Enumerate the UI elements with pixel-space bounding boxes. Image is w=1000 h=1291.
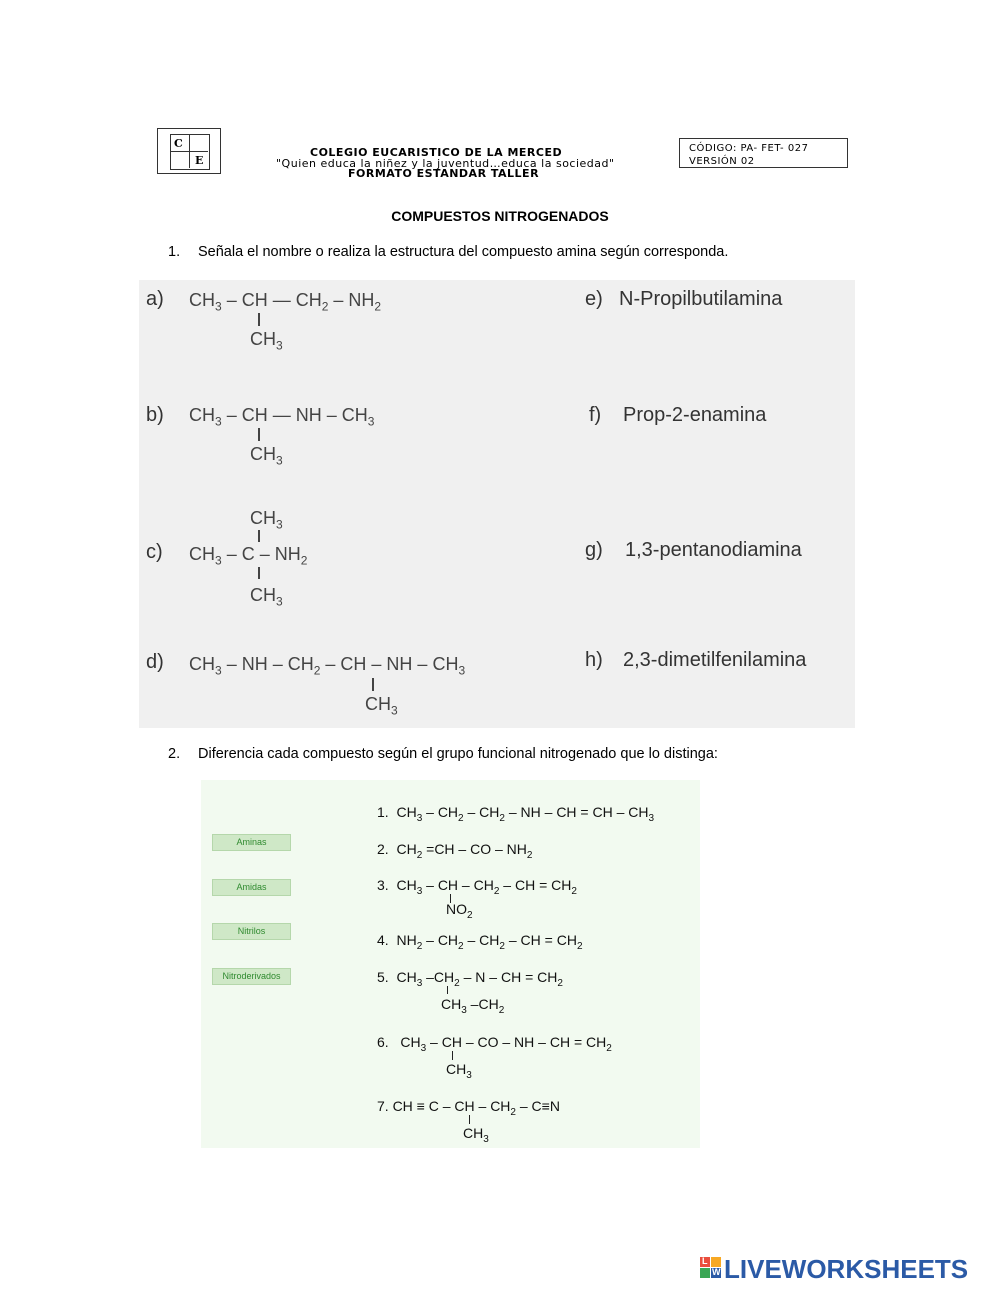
formula-c-top: $CH_3$	[250, 508, 283, 532]
document-version: VERSIÓN 02	[689, 156, 755, 167]
school-motto: "Quien educa la niñez y la juventud…educa la sociedad"	[276, 157, 615, 170]
compound-7-branch: $CH_3$	[463, 1125, 489, 1145]
logo-letter: E	[195, 154, 204, 167]
compound-5[interactable]: 5. $CH_3$ $-CH_2$ – N – CH = $CH_2$	[377, 969, 563, 989]
compound-2[interactable]: 2. $CH_2 =CH$ – CO – $NH_2$	[377, 841, 533, 861]
question-number: 1.	[168, 244, 181, 260]
school-logo	[157, 128, 221, 174]
brand-name: LIVEWORKSHEETS	[724, 1254, 969, 1284]
functional-group-panel	[201, 780, 700, 1148]
logo-letter: C	[174, 137, 183, 150]
item-label: c)	[146, 541, 163, 563]
page-title: COMPUESTOS NITROGENADOS	[391, 208, 609, 224]
format-name: FORMATO ESTANDAR TALLER	[348, 167, 540, 180]
formula-c-bottom: $CH_3$	[250, 585, 283, 609]
formula-c: $CH_3$ – C – $NH_2$	[189, 544, 308, 568]
amine-exercise-panel	[139, 280, 855, 728]
formula-a: $CH_3$ – CH — $CH_2 - NH_2$	[189, 290, 382, 314]
item-label: f)	[589, 404, 602, 426]
item-label: h)	[585, 649, 603, 671]
compound-name: Prop-2-enamina	[623, 404, 767, 426]
compound-5-branch: $CH_3$ $-CH_2$	[441, 996, 505, 1016]
compound-7[interactable]: 7. CH ≡ C – CH – $CH_2 - C\equiv N$	[377, 1098, 560, 1118]
compound-1[interactable]: 1. $CH_3 - CH_2 - CH_2$ – NH – CH = CH – $CH_3$	[377, 804, 655, 824]
compound-6-branch: $CH_3$	[446, 1061, 472, 1081]
logo-blocks-icon	[700, 1257, 722, 1279]
compound-6[interactable]: 6. $CH_3$ – CH – CO – NH – CH = $CH_2$	[377, 1034, 612, 1054]
category-tag-nitrilos[interactable]: Nitrilos	[212, 923, 291, 940]
item-label: d)	[146, 651, 164, 673]
compound-3[interactable]: 3. $CH_3$ – CH – $CH_2$ – CH = $CH_2$	[377, 877, 577, 897]
formula-a-branch: $CH_3$	[250, 329, 283, 353]
item-label: g)	[585, 539, 603, 561]
item-label: e)	[585, 288, 603, 310]
logo-block-letter: L	[702, 1256, 708, 1266]
compound-name: 2,3-dimetilfenilamina	[623, 649, 807, 671]
item-label: a)	[146, 288, 164, 310]
formula-b: $CH_3$ – CH — NH – $CH_3$	[189, 405, 375, 429]
category-tag-nitroderivados[interactable]: Nitroderivados	[212, 968, 291, 985]
school-name: COLEGIO EUCARISTICO DE LA MERCED	[310, 146, 563, 159]
category-tag-aminas[interactable]: Aminas	[212, 834, 291, 851]
document-code: CÓDIGO: PA- FET- 027	[689, 143, 809, 154]
compound-4[interactable]: 4. $NH_2 - CH_2 - CH_2$ – CH = $CH_2$	[377, 932, 583, 952]
item-label: b)	[146, 404, 164, 426]
compound-name: N-Propilbutilamina	[619, 288, 783, 310]
formula-b-branch: $CH_3$	[250, 444, 283, 468]
question-text: Señala el nombre o realiza la estructura del compuesto amina según corresponda.	[198, 244, 729, 260]
compound-3-branch: $NO_2$	[446, 901, 473, 921]
code-box	[679, 138, 848, 168]
formula-d-branch: $CH_3$	[365, 694, 398, 718]
compound-name: 1,3-pentanodiamina	[625, 539, 802, 561]
question-number: 2.	[168, 746, 181, 762]
logo-block-letter: W	[712, 1267, 721, 1277]
logo-divider	[189, 134, 190, 168]
category-tag-amidas[interactable]: Amidas	[212, 879, 291, 896]
formula-d: $CH_3$ – NH – $CH_2$ – CH – NH – $CH_3$	[189, 654, 466, 678]
question-text: Diferencia cada compuesto según el grupo funcional nitrogenado que lo distinga:	[198, 746, 718, 762]
